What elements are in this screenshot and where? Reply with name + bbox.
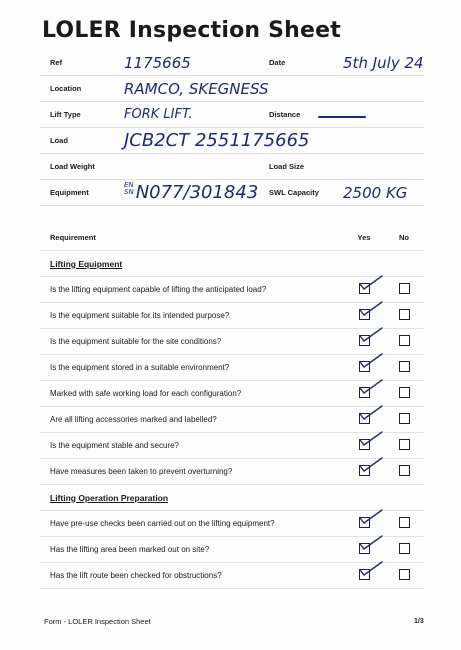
requirement-question: Is the equipment stable and secure? [40, 433, 344, 459]
requirement-question: Is the equipment suitable for the site conditions? [40, 329, 344, 355]
load-weight-value[interactable] [120, 154, 259, 180]
lift-type-label: Lift Type [40, 102, 120, 128]
requirement-row [40, 563, 424, 589]
tick-mark-icon [358, 560, 384, 578]
requirement-question: Is the equipment stored in a suitable environment? [40, 355, 344, 381]
no-checkbox[interactable] [399, 335, 410, 346]
yes-checkbox[interactable] [359, 517, 370, 528]
requirement-question: Has the lift route been checked for obstructions? [40, 563, 344, 589]
yes-cell [344, 277, 384, 303]
no-checkbox[interactable] [399, 413, 410, 424]
section-row [40, 251, 424, 277]
requirement-row [40, 329, 424, 355]
equipment-prefix [124, 182, 134, 196]
header-row-equipment [40, 180, 424, 206]
yes-checkbox[interactable] [359, 387, 370, 398]
requirements-header-row [40, 225, 424, 251]
requirement-row [40, 511, 424, 537]
tick-mark-icon [358, 534, 384, 552]
swl-label: SWL Capacity [259, 180, 339, 206]
requirement-row [40, 537, 424, 563]
location-value[interactable]: RAMCO, SKEGNESS [120, 76, 424, 102]
load-label: Load [40, 128, 120, 154]
yes-checkbox[interactable] [359, 413, 370, 424]
yes-checkbox[interactable] [359, 569, 370, 580]
section-title: Lifting Operation Preparation [40, 485, 424, 511]
yes-cell [344, 433, 384, 459]
header-row-load-weight [40, 154, 424, 180]
yes-checkbox[interactable] [359, 309, 370, 320]
no-checkbox[interactable] [399, 387, 410, 398]
no-checkbox[interactable] [399, 517, 410, 528]
equipment-value: N077/301843 [135, 182, 259, 203]
ref-label: Ref [40, 50, 120, 76]
no-checkbox[interactable] [399, 569, 410, 580]
requirement-row [40, 433, 424, 459]
yes-checkbox[interactable] [359, 543, 370, 554]
no-cell [384, 563, 424, 589]
requirement-column-header: Requirement [40, 225, 344, 251]
yes-checkbox[interactable] [359, 361, 370, 372]
date-value[interactable]: 5th July 24 [339, 50, 424, 76]
yes-cell [344, 511, 384, 537]
yes-column-header: Yes [344, 225, 384, 251]
no-cell [384, 407, 424, 433]
swl-value[interactable]: 2500 KG [339, 180, 424, 206]
page-number: 1/3 [414, 618, 424, 625]
no-checkbox[interactable] [399, 361, 410, 372]
tick-mark-icon [358, 352, 384, 370]
requirement-row [40, 355, 424, 381]
yes-checkbox[interactable] [359, 335, 370, 346]
tick-mark-icon [358, 404, 384, 422]
no-checkbox[interactable] [399, 283, 410, 294]
requirement-row [40, 381, 424, 407]
requirement-row [40, 407, 424, 433]
requirement-row [40, 277, 424, 303]
requirement-question: Have pre-use checks been carried out on the lifting equipment? [40, 511, 344, 537]
tick-mark-icon [358, 300, 384, 318]
no-cell [384, 277, 424, 303]
lift-type-value[interactable]: FORK LIFT. [120, 102, 259, 128]
no-checkbox[interactable] [399, 439, 410, 450]
location-label: Location [40, 76, 120, 102]
distance-label: Distance [259, 102, 339, 128]
ref-value[interactable]: 1175665 [120, 50, 259, 76]
load-size-label: Load Size [259, 154, 339, 180]
yes-cell [344, 355, 384, 381]
requirement-question: Marked with safe working load for each configuration? [40, 381, 344, 407]
header-row-ref [40, 50, 424, 76]
no-checkbox[interactable] [399, 309, 410, 320]
equipment-value-cell[interactable] [120, 180, 259, 206]
requirement-question: Is the equipment suitable for its intended purpose? [40, 303, 344, 329]
yes-cell [344, 459, 384, 485]
date-label: Date [259, 50, 339, 76]
tick-mark-icon [358, 326, 384, 344]
requirement-question: Is the lifting equipment capable of lifting the anticipated load? [40, 277, 344, 303]
equipment-prefix-bottom: SN [124, 188, 134, 196]
no-cell [384, 329, 424, 355]
header-row-lift-type [40, 102, 424, 128]
no-checkbox[interactable] [399, 543, 410, 554]
no-cell [384, 511, 424, 537]
requirement-question: Are all lifting accessories marked and labelled? [40, 407, 344, 433]
distance-value[interactable] [339, 102, 424, 128]
no-cell [384, 381, 424, 407]
tick-mark-icon [358, 274, 384, 292]
page-title: LOLER Inspection Sheet [42, 18, 341, 43]
load-value[interactable]: JCB2CT 2551175665 [120, 128, 424, 154]
tick-mark-icon [358, 430, 384, 448]
distance-dash-mark [318, 116, 366, 118]
requirement-question: Has the lifting area been marked out on site? [40, 537, 344, 563]
header-table [40, 50, 424, 206]
yes-cell [344, 303, 384, 329]
no-cell [384, 355, 424, 381]
requirements-table [40, 225, 424, 589]
equipment-label: Equipment [40, 180, 120, 206]
no-cell [384, 459, 424, 485]
equipment-prefix-top: EN [124, 181, 134, 189]
form-footer: Form - LOLER Inspection Sheet [44, 617, 151, 626]
tick-mark-icon [358, 378, 384, 396]
yes-cell [344, 537, 384, 563]
yes-cell [344, 563, 384, 589]
section-row [40, 485, 424, 511]
load-weight-label: Load Weight [40, 154, 120, 180]
yes-cell [344, 407, 384, 433]
no-checkbox[interactable] [399, 465, 410, 476]
no-cell [384, 537, 424, 563]
no-cell [384, 433, 424, 459]
tick-mark-icon [358, 456, 384, 474]
header-row-location [40, 76, 424, 102]
yes-cell [344, 381, 384, 407]
yes-cell [344, 329, 384, 355]
yes-checkbox[interactable] [359, 283, 370, 294]
no-cell [384, 303, 424, 329]
section-title: Lifting Equipment [40, 251, 424, 277]
no-column-header: No [384, 225, 424, 251]
tick-mark-icon [358, 508, 384, 526]
yes-checkbox[interactable] [359, 439, 370, 450]
header-row-load [40, 128, 424, 154]
requirement-question: Have measures been taken to prevent overturning? [40, 459, 344, 485]
requirement-row [40, 303, 424, 329]
load-size-value[interactable] [339, 154, 424, 180]
yes-checkbox[interactable] [359, 465, 370, 476]
requirement-row [40, 459, 424, 485]
